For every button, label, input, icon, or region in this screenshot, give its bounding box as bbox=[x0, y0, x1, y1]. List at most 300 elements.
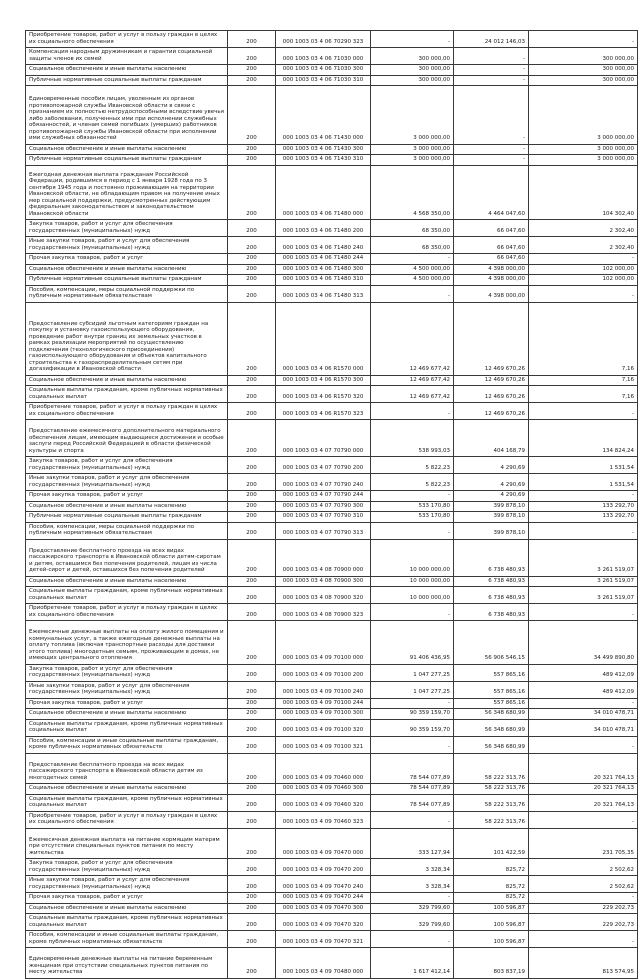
row-type-code: 200 bbox=[228, 403, 276, 420]
budget-classification-code: 000 1003 03 4 09 70470 200 bbox=[276, 859, 371, 876]
row-description: Предоставление ежемесячного дополнительного материального обеспечения лицам, имеющим выдающиеся достижения и особые заслуги перед Российской Федерацией в области физической культуры и спорта bbox=[26, 420, 228, 457]
approved-amount: 4 500 000,00 bbox=[371, 275, 454, 286]
unexecuted-amount: 3 000 000,00 bbox=[529, 155, 638, 166]
row-type-code: 200 bbox=[228, 811, 276, 828]
table-row bbox=[26, 491, 638, 502]
budget-classification-code: 000 1003 03 4 06 71430 310 bbox=[276, 155, 371, 166]
table-row bbox=[26, 155, 638, 166]
row-type-code: 200 bbox=[228, 501, 276, 512]
approved-amount: 300 000,00 bbox=[371, 65, 454, 76]
approved-amount: 3 328,34 bbox=[371, 859, 454, 876]
approved-amount: 4 568 350,00 bbox=[371, 165, 454, 220]
table-row bbox=[26, 420, 638, 457]
approved-amount: - bbox=[371, 604, 454, 621]
budget-classification-code: 000 1003 03 4 08 70900 300 bbox=[276, 576, 371, 587]
row-description: Социальное обеспечение и иные выплаты населению bbox=[26, 709, 228, 720]
unexecuted-amount: 7,16 bbox=[529, 386, 638, 403]
budget-classification-code: 000 1003 03 4 06 71480 200 bbox=[276, 220, 371, 237]
table-row bbox=[26, 457, 638, 474]
row-type-code: 200 bbox=[228, 587, 276, 604]
table-row bbox=[26, 828, 638, 859]
approved-amount: 3 000 000,00 bbox=[371, 86, 454, 145]
row-type-code: 200 bbox=[228, 931, 276, 948]
executed-amount: 100 596,87 bbox=[454, 931, 529, 948]
approved-amount: 78 544 077,89 bbox=[371, 753, 454, 784]
unexecuted-amount: 20 321 764,13 bbox=[529, 784, 638, 795]
approved-amount: 78 544 077,89 bbox=[371, 794, 454, 811]
approved-amount: 1 617 412,14 bbox=[371, 948, 454, 979]
row-type-code: 200 bbox=[228, 375, 276, 386]
row-type-code: 200 bbox=[228, 474, 276, 491]
budget-classification-code: 000 1003 03 4 09 70100 300 bbox=[276, 709, 371, 720]
unexecuted-amount: - bbox=[529, 931, 638, 948]
budget-classification-code: 000 1003 03 4 06 R1570 323 bbox=[276, 403, 371, 420]
unexecuted-amount: 489 412,09 bbox=[529, 681, 638, 698]
budget-classification-code: 000 1003 03 4 07 70790 240 bbox=[276, 474, 371, 491]
table-row bbox=[26, 948, 638, 979]
table-row bbox=[26, 48, 638, 65]
table-row bbox=[26, 220, 638, 237]
row-description: Пособия, компенсации, меры социальной поддержки по публичным нормативным обязательствам bbox=[26, 285, 228, 302]
row-type-code: 200 bbox=[228, 876, 276, 893]
unexecuted-amount: 34 499 890,80 bbox=[529, 621, 638, 665]
executed-amount: - bbox=[454, 48, 529, 65]
budget-classification-code: 000 1003 03 4 06 71480 244 bbox=[276, 254, 371, 265]
approved-amount: 3 000 000,00 bbox=[371, 144, 454, 155]
row-type-code: 200 bbox=[228, 784, 276, 795]
table-row bbox=[26, 512, 638, 523]
executed-amount: 12 469 670,26 bbox=[454, 386, 529, 403]
unexecuted-amount: 300 000,00 bbox=[529, 65, 638, 76]
row-description: Социальные выплаты гражданам, кроме публичных нормативных социальных выплат bbox=[26, 719, 228, 736]
unexecuted-amount: 34 010 478,71 bbox=[529, 709, 638, 720]
approved-amount: 78 544 077,89 bbox=[371, 784, 454, 795]
executed-amount: - bbox=[454, 75, 529, 86]
executed-amount: 58 222 313,76 bbox=[454, 753, 529, 784]
unexecuted-amount: - bbox=[529, 522, 638, 539]
row-type-code: 200 bbox=[228, 753, 276, 784]
row-description: Закупка товаров, работ и услуг для обеспечения государственных (муниципальных) нужд bbox=[26, 457, 228, 474]
row-description: Приобретение товаров, работ и услуг в пользу граждан в целях их социального обеспечения bbox=[26, 811, 228, 828]
row-description: Приобретение товаров, работ и услуг в пользу граждан в целях их социального обеспечения bbox=[26, 31, 228, 48]
approved-amount: 3 000 000,00 bbox=[371, 155, 454, 166]
unexecuted-amount: 102 000,00 bbox=[529, 275, 638, 286]
row-type-code: 200 bbox=[228, 420, 276, 457]
row-type-code: 200 bbox=[228, 285, 276, 302]
executed-amount: 399 878,10 bbox=[454, 501, 529, 512]
executed-amount: - bbox=[454, 155, 529, 166]
row-type-code: 200 bbox=[228, 664, 276, 681]
row-type-code: 200 bbox=[228, 522, 276, 539]
unexecuted-amount: 231 705,35 bbox=[529, 828, 638, 859]
budget-classification-code: 000 1003 03 4 09 70100 240 bbox=[276, 681, 371, 698]
unexecuted-amount: - bbox=[529, 254, 638, 265]
budget-classification-code: 000 1003 03 4 06 71480 000 bbox=[276, 165, 371, 220]
budget-classification-code: 000 1003 03 4 06 71480 313 bbox=[276, 285, 371, 302]
row-description: Иные закупки товаров, работ и услуг для обеспечения государственных (муниципальных) нужд bbox=[26, 237, 228, 254]
executed-amount: 4 464 047,60 bbox=[454, 165, 529, 220]
row-description: Социальное обеспечение и иные выплаты населению bbox=[26, 903, 228, 914]
budget-classification-code: 000 1003 03 4 06 71430 300 bbox=[276, 144, 371, 155]
row-description: Закупка товаров, работ и услуг для обеспечения государственных (муниципальных) нужд bbox=[26, 859, 228, 876]
approved-amount: 538 993,03 bbox=[371, 420, 454, 457]
row-description: Публичные нормативные социальные выплаты гражданам bbox=[26, 155, 228, 166]
row-type-code: 200 bbox=[228, 65, 276, 76]
row-type-code: 200 bbox=[228, 794, 276, 811]
budget-classification-code: 000 1003 03 4 09 70460 000 bbox=[276, 753, 371, 784]
executed-amount: 66 047,60 bbox=[454, 237, 529, 254]
executed-amount: 12 469 670,26 bbox=[454, 375, 529, 386]
row-description: Компенсация народным дружинникам и гарантии социальной защиты членов их семей bbox=[26, 48, 228, 65]
unexecuted-amount: 300 000,00 bbox=[529, 48, 638, 65]
table-row bbox=[26, 302, 638, 375]
table-row bbox=[26, 664, 638, 681]
budget-classification-code: 000 1003 03 4 06 71030 310 bbox=[276, 75, 371, 86]
unexecuted-amount: - bbox=[529, 811, 638, 828]
executed-amount: 4 398 000,00 bbox=[454, 285, 529, 302]
executed-amount: 56 348 680,99 bbox=[454, 709, 529, 720]
executed-amount: 6 738 480,93 bbox=[454, 576, 529, 587]
budget-classification-code: 000 1003 03 4 08 70900 320 bbox=[276, 587, 371, 604]
approved-amount: 68 350,00 bbox=[371, 237, 454, 254]
budget-classification-code: 000 1003 03 4 09 70470 321 bbox=[276, 931, 371, 948]
row-type-code: 200 bbox=[228, 828, 276, 859]
executed-amount: 100 596,87 bbox=[454, 903, 529, 914]
executed-amount: 12 469 670,26 bbox=[454, 403, 529, 420]
approved-amount: 12 469 677,42 bbox=[371, 302, 454, 375]
executed-amount: 66 047,60 bbox=[454, 254, 529, 265]
approved-amount: - bbox=[371, 893, 454, 904]
approved-amount: 329 799,60 bbox=[371, 914, 454, 931]
table-row bbox=[26, 165, 638, 220]
table-row bbox=[26, 285, 638, 302]
row-description: Социальные выплаты гражданам, кроме публичных нормативных социальных выплат bbox=[26, 587, 228, 604]
row-type-code: 200 bbox=[228, 903, 276, 914]
executed-amount: 4 290,69 bbox=[454, 491, 529, 502]
row-type-code: 200 bbox=[228, 576, 276, 587]
row-description: Единовременные денежные выплаты на питание беременным женщинам при отсутствии специальных пунктов питания по месту жительства bbox=[26, 948, 228, 979]
row-type-code: 200 bbox=[228, 302, 276, 375]
executed-amount: - bbox=[454, 144, 529, 155]
unexecuted-amount: 2 302,40 bbox=[529, 237, 638, 254]
executed-amount: 56 906 546,15 bbox=[454, 621, 529, 665]
executed-amount: 825,72 bbox=[454, 859, 529, 876]
approved-amount: 91 406 436,95 bbox=[371, 621, 454, 665]
approved-amount: 300 000,00 bbox=[371, 48, 454, 65]
approved-amount: 90 359 159,70 bbox=[371, 709, 454, 720]
executed-amount: 56 348 680,99 bbox=[454, 719, 529, 736]
budget-classification-code: 000 1003 03 4 06 71480 310 bbox=[276, 275, 371, 286]
row-description: Иные закупки товаров, работ и услуг для обеспечения государственных (муниципальных) нужд bbox=[26, 474, 228, 491]
approved-amount: 90 359 159,70 bbox=[371, 719, 454, 736]
unexecuted-amount: - bbox=[529, 31, 638, 48]
unexecuted-amount: 133 292,70 bbox=[529, 501, 638, 512]
table-row bbox=[26, 75, 638, 86]
approved-amount: - bbox=[371, 736, 454, 753]
budget-table-body bbox=[26, 31, 638, 979]
row-type-code: 200 bbox=[228, 457, 276, 474]
budget-classification-code: 000 1003 03 4 06 70290 323 bbox=[276, 31, 371, 48]
executed-amount: 58 222 313,76 bbox=[454, 794, 529, 811]
budget-classification-code: 000 1003 03 4 09 70100 321 bbox=[276, 736, 371, 753]
budget-classification-code: 000 1003 03 4 09 70470 320 bbox=[276, 914, 371, 931]
approved-amount: 3 328,34 bbox=[371, 876, 454, 893]
executed-amount: 58 222 313,76 bbox=[454, 811, 529, 828]
row-description: Социальное обеспечение и иные выплаты населению bbox=[26, 576, 228, 587]
table-row bbox=[26, 709, 638, 720]
table-row bbox=[26, 903, 638, 914]
table-row bbox=[26, 539, 638, 576]
approved-amount: 1 047 277,25 bbox=[371, 664, 454, 681]
row-type-code: 200 bbox=[228, 859, 276, 876]
row-description: Прочая закупка товаров, работ и услуг bbox=[26, 254, 228, 265]
row-description: Социальные выплаты гражданам, кроме публичных нормативных социальных выплат bbox=[26, 794, 228, 811]
unexecuted-amount: 813 574,95 bbox=[529, 948, 638, 979]
row-type-code: 200 bbox=[228, 86, 276, 145]
row-type-code: 200 bbox=[228, 719, 276, 736]
row-type-code: 200 bbox=[228, 165, 276, 220]
budget-classification-code: 000 1003 03 4 06 R1570 320 bbox=[276, 386, 371, 403]
unexecuted-amount: - bbox=[529, 285, 638, 302]
unexecuted-amount: 34 010 478,71 bbox=[529, 719, 638, 736]
table-row bbox=[26, 474, 638, 491]
executed-amount: 803 837,19 bbox=[454, 948, 529, 979]
table-row bbox=[26, 621, 638, 665]
table-row bbox=[26, 784, 638, 795]
row-type-code: 200 bbox=[228, 491, 276, 502]
unexecuted-amount: 2 502,62 bbox=[529, 859, 638, 876]
budget-classification-code: 000 1003 03 4 09 70480 000 bbox=[276, 948, 371, 979]
table-row bbox=[26, 86, 638, 145]
budget-classification-code: 000 1003 03 4 09 70100 000 bbox=[276, 621, 371, 665]
unexecuted-amount: 3 000 000,00 bbox=[529, 144, 638, 155]
table-row bbox=[26, 144, 638, 155]
executed-amount: 404 168,79 bbox=[454, 420, 529, 457]
executed-amount: 557 865,16 bbox=[454, 664, 529, 681]
unexecuted-amount: 489 412,09 bbox=[529, 664, 638, 681]
row-description: Прочая закупка товаров, работ и услуг bbox=[26, 893, 228, 904]
row-type-code: 200 bbox=[228, 621, 276, 665]
row-description: Социальное обеспечение и иные выплаты населению bbox=[26, 784, 228, 795]
unexecuted-amount: 104 302,40 bbox=[529, 165, 638, 220]
table-row bbox=[26, 753, 638, 784]
unexecuted-amount: 134 824,24 bbox=[529, 420, 638, 457]
table-row bbox=[26, 736, 638, 753]
unexecuted-amount: 3 000 000,00 bbox=[529, 86, 638, 145]
unexecuted-amount: 3 261 519,07 bbox=[529, 587, 638, 604]
approved-amount: 5 822,23 bbox=[371, 474, 454, 491]
approved-amount: 4 500 000,00 bbox=[371, 264, 454, 275]
row-type-code: 200 bbox=[228, 275, 276, 286]
budget-classification-code: 000 1003 03 4 09 70470 300 bbox=[276, 903, 371, 914]
row-type-code: 200 bbox=[228, 264, 276, 275]
row-type-code: 200 bbox=[228, 698, 276, 709]
executed-amount: 825,72 bbox=[454, 876, 529, 893]
unexecuted-amount: 7,16 bbox=[529, 302, 638, 375]
row-type-code: 200 bbox=[228, 512, 276, 523]
row-description: Публичные нормативные социальные выплаты гражданам bbox=[26, 75, 228, 86]
unexecuted-amount: - bbox=[529, 893, 638, 904]
row-description: Прочая закупка товаров, работ и услуг bbox=[26, 698, 228, 709]
budget-classification-code: 000 1003 03 4 09 70470 240 bbox=[276, 876, 371, 893]
budget-classification-code: 000 1003 03 4 09 70460 320 bbox=[276, 794, 371, 811]
row-type-code: 200 bbox=[228, 709, 276, 720]
unexecuted-amount: 133 292,70 bbox=[529, 512, 638, 523]
row-type-code: 200 bbox=[228, 539, 276, 576]
table-row bbox=[26, 931, 638, 948]
table-row bbox=[26, 719, 638, 736]
unexecuted-amount: - bbox=[529, 403, 638, 420]
executed-amount: 4 290,69 bbox=[454, 457, 529, 474]
executed-amount: 6 738 480,93 bbox=[454, 587, 529, 604]
row-description: Социальные выплаты гражданам, кроме публичных нормативных социальных выплат bbox=[26, 386, 228, 403]
table-row bbox=[26, 275, 638, 286]
row-type-code: 200 bbox=[228, 48, 276, 65]
row-description: Прочая закупка товаров, работ и услуг bbox=[26, 491, 228, 502]
row-type-code: 200 bbox=[228, 31, 276, 48]
unexecuted-amount: 20 321 764,13 bbox=[529, 753, 638, 784]
table-row bbox=[26, 375, 638, 386]
table-row bbox=[26, 914, 638, 931]
budget-classification-code: 000 1003 03 4 07 70790 313 bbox=[276, 522, 371, 539]
budget-classification-code: 000 1003 03 4 06 71030 300 bbox=[276, 65, 371, 76]
row-description: Публичные нормативные социальные выплаты гражданам bbox=[26, 512, 228, 523]
executed-amount: 825,72 bbox=[454, 893, 529, 904]
budget-classification-code: 000 1003 03 4 09 70470 000 bbox=[276, 828, 371, 859]
executed-amount: 557 865,16 bbox=[454, 698, 529, 709]
row-description: Предоставление субсидий льготным категориям граждан на покупку и установку газоиспользующего оборудования, проведение работ внутри границ их земельных участков в рамках реализации мероприятий по осуществлению подключения (технологического присоединения) газоиспользующего оборудования и объектов капитального строительства к газораспределительным сетям при догазификации в Ивановской области bbox=[26, 302, 228, 375]
executed-amount: 6 738 480,93 bbox=[454, 539, 529, 576]
approved-amount: - bbox=[371, 285, 454, 302]
row-description: Пособия, компенсации и иные социальные выплаты гражданам, кроме публичных нормативных обязательств bbox=[26, 736, 228, 753]
unexecuted-amount: 229 202,73 bbox=[529, 903, 638, 914]
table-row bbox=[26, 264, 638, 275]
row-description: Иные закупки товаров, работ и услуг для обеспечения государственных (муниципальных) нужд bbox=[26, 681, 228, 698]
unexecuted-amount: 2 302,40 bbox=[529, 220, 638, 237]
approved-amount: 10 000 000,00 bbox=[371, 587, 454, 604]
budget-classification-code: 000 1003 03 4 07 70790 300 bbox=[276, 501, 371, 512]
unexecuted-amount: - bbox=[529, 604, 638, 621]
unexecuted-amount: 229 202,73 bbox=[529, 914, 638, 931]
budget-table bbox=[25, 30, 638, 979]
row-type-code: 200 bbox=[228, 75, 276, 86]
row-type-code: 200 bbox=[228, 893, 276, 904]
budget-classification-code: 000 1003 03 4 06 R1570 000 bbox=[276, 302, 371, 375]
table-row bbox=[26, 811, 638, 828]
approved-amount: 300 000,00 bbox=[371, 75, 454, 86]
budget-classification-code: 000 1003 03 4 09 70460 300 bbox=[276, 784, 371, 795]
row-description: Публичные нормативные социальные выплаты гражданам bbox=[26, 275, 228, 286]
unexecuted-amount: - bbox=[529, 736, 638, 753]
budget-classification-code: 000 1003 03 4 09 70100 320 bbox=[276, 719, 371, 736]
executed-amount: 100 596,87 bbox=[454, 914, 529, 931]
budget-classification-code: 000 1003 03 4 06 71430 000 bbox=[276, 86, 371, 145]
budget-classification-code: 000 1003 03 4 07 70790 200 bbox=[276, 457, 371, 474]
approved-amount: 10 000 000,00 bbox=[371, 576, 454, 587]
executed-amount: 58 222 313,76 bbox=[454, 784, 529, 795]
budget-classification-code: 000 1003 03 4 08 70900 000 bbox=[276, 539, 371, 576]
row-description: Пособия, компенсации и иные социальные выплаты гражданам, кроме публичных нормативных обязательств bbox=[26, 931, 228, 948]
table-row bbox=[26, 576, 638, 587]
row-type-code: 200 bbox=[228, 914, 276, 931]
executed-amount: 12 469 670,26 bbox=[454, 302, 529, 375]
table-row bbox=[26, 604, 638, 621]
row-description: Иные закупки товаров, работ и услуг для обеспечения государственных (муниципальных) нужд bbox=[26, 876, 228, 893]
unexecuted-amount: - bbox=[529, 698, 638, 709]
unexecuted-amount: 7,16 bbox=[529, 375, 638, 386]
unexecuted-amount: 3 261 519,07 bbox=[529, 539, 638, 576]
unexecuted-amount: - bbox=[529, 491, 638, 502]
row-description: Социальное обеспечение и иные выплаты населению bbox=[26, 375, 228, 386]
row-type-code: 200 bbox=[228, 681, 276, 698]
row-type-code: 200 bbox=[228, 155, 276, 166]
budget-classification-code: 000 1003 03 4 09 70460 323 bbox=[276, 811, 371, 828]
approved-amount: 333 127,94 bbox=[371, 828, 454, 859]
table-row bbox=[26, 876, 638, 893]
row-description: Предоставление бесплатного проезда на всех видах пассажирского транспорта в Ивановской области детям из многодетных семей bbox=[26, 753, 228, 784]
unexecuted-amount: 2 502,62 bbox=[529, 876, 638, 893]
budget-classification-code: 000 1003 03 4 09 70470 244 bbox=[276, 893, 371, 904]
row-description: Приобретение товаров, работ и услуг в пользу граждан в целях их социального обеспечения bbox=[26, 604, 228, 621]
approved-amount: - bbox=[371, 403, 454, 420]
approved-amount: 5 822,23 bbox=[371, 457, 454, 474]
budget-classification-code: 000 1003 03 4 06 71480 300 bbox=[276, 264, 371, 275]
table-row bbox=[26, 859, 638, 876]
unexecuted-amount: 3 261 519,07 bbox=[529, 576, 638, 587]
unexecuted-amount: 300 000,00 bbox=[529, 75, 638, 86]
approved-amount: 12 469 677,42 bbox=[371, 386, 454, 403]
budget-classification-code: 000 1003 03 4 08 70900 323 bbox=[276, 604, 371, 621]
table-row bbox=[26, 403, 638, 420]
row-type-code: 200 bbox=[228, 220, 276, 237]
table-row bbox=[26, 893, 638, 904]
budget-classification-code: 000 1003 03 4 09 70100 244 bbox=[276, 698, 371, 709]
row-description: Социальное обеспечение и иные выплаты населению bbox=[26, 501, 228, 512]
executed-amount: 4 398 000,00 bbox=[454, 275, 529, 286]
row-description: Закупка товаров, работ и услуг для обеспечения государственных (муниципальных) нужд bbox=[26, 220, 228, 237]
approved-amount: - bbox=[371, 698, 454, 709]
executed-amount: - bbox=[454, 86, 529, 145]
row-description: Приобретение товаров, работ и услуг в пользу граждан в целях их социального обеспечения bbox=[26, 403, 228, 420]
budget-classification-code: 000 1003 03 4 06 R1570 300 bbox=[276, 375, 371, 386]
budget-classification-code: 000 1003 03 4 07 70790 244 bbox=[276, 491, 371, 502]
unexecuted-amount: 1 531,54 bbox=[529, 457, 638, 474]
approved-amount: - bbox=[371, 31, 454, 48]
unexecuted-amount: 20 321 764,13 bbox=[529, 794, 638, 811]
row-type-code: 200 bbox=[228, 948, 276, 979]
approved-amount: - bbox=[371, 931, 454, 948]
executed-amount: 24 012 146,03 bbox=[454, 31, 529, 48]
executed-amount: 557 865,16 bbox=[454, 681, 529, 698]
row-description: Социальное обеспечение и иные выплаты населению bbox=[26, 65, 228, 76]
row-type-code: 200 bbox=[228, 254, 276, 265]
budget-classification-code: 000 1003 03 4 07 70790 310 bbox=[276, 512, 371, 523]
table-row bbox=[26, 587, 638, 604]
row-description: Социальные выплаты гражданам, кроме публичных нормативных социальных выплат bbox=[26, 914, 228, 931]
executed-amount: 56 348 680,99 bbox=[454, 736, 529, 753]
row-description: Пособия, компенсации, меры социальной поддержки по публичным нормативным обязательствам bbox=[26, 522, 228, 539]
approved-amount: 533 170,80 bbox=[371, 501, 454, 512]
approved-amount: - bbox=[371, 522, 454, 539]
table-row bbox=[26, 237, 638, 254]
executed-amount: - bbox=[454, 65, 529, 76]
approved-amount: - bbox=[371, 491, 454, 502]
row-description: Социальное обеспечение и иные выплаты населению bbox=[26, 144, 228, 155]
executed-amount: 4 290,69 bbox=[454, 474, 529, 491]
table-row bbox=[26, 386, 638, 403]
approved-amount: - bbox=[371, 811, 454, 828]
budget-classification-code: 000 1003 03 4 06 71480 240 bbox=[276, 237, 371, 254]
